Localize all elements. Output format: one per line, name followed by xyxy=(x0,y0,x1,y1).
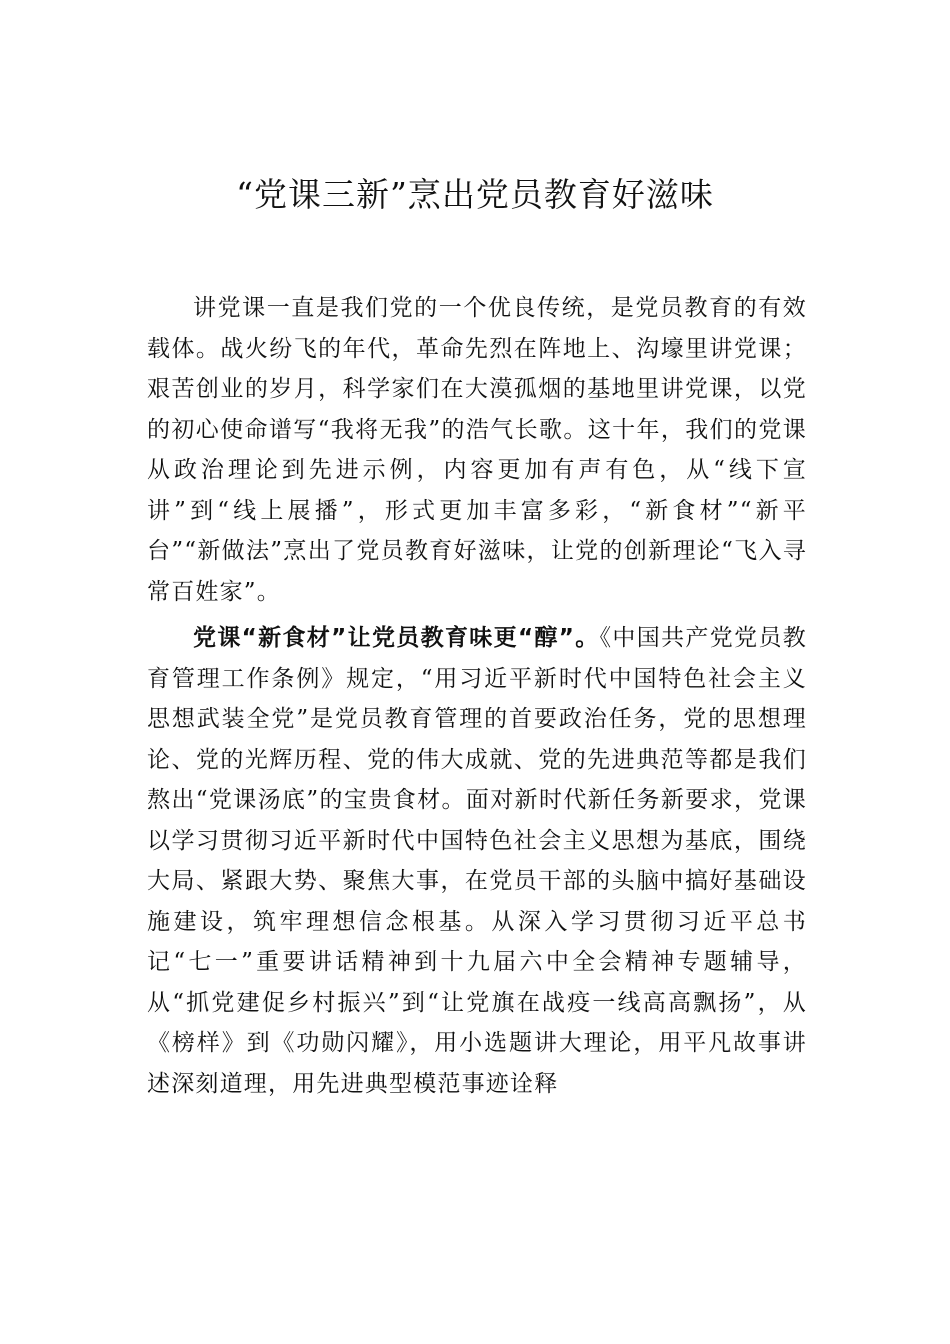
paragraph-2-text: 《中国共产党党员教育管理工作条例》规定，“用习近平新时代中国特色社会主义思想武装全党”是党员教育管理的首要政治任务，党的思想理论、党的光辉历程、党的伟大成就、党的先进典范等都是我们熬出“党课汤底”的宝贵食材。面对新时代新任务新要求，党课以学习贯彻习近平新时代中国特色社会主义思想为基底，围绕大局、紧跟大势、聚焦大事，在党员干部的头脑中搞好基础设施建设，筑牢理想信念根基。从深入学习贯彻习近平总书记“七一”重要讲话精神到十九届六中全会精神专题辅导，从“抓党建促乡村振兴”到“让党旗在战疫一线高高飘扬”，从《榜样》到《功勋闪耀》，用小选题讲大理论，用平凡故事讲述深刻道理，用先进典型模范事迹诠释 xyxy=(147,625,807,1097)
body-paragraph-2 xyxy=(147,618,807,1104)
document-body xyxy=(147,288,807,1104)
body-paragraph-1 xyxy=(147,288,807,612)
paragraph-2-lead-heading: 党课“新食材”让党员教育味更“醇”。 xyxy=(193,625,600,651)
paragraph-1-text: 讲党课一直是我们党的一个优良传统，是党员教育的有效载体。战火纷飞的年代，革命先烈在阵地上、沟壕里讲党课；艰苦创业的岁月，科学家们在大漠孤烟的基地里讲党课，以党的初心使命谱写“我将无我”的浩气长歌。这十年，我们的党课从政治理论到先进示例，内容更加有声有色，从“线下宣讲”到“线上展播”，形式更加丰富多彩，“新食材”“新平台”“新做法”烹出了党员教育好滋味，让党的创新理论“飞入寻常百姓家”。 xyxy=(147,295,807,605)
document-title: “党课三新”烹出党员教育好滋味 xyxy=(236,175,714,214)
